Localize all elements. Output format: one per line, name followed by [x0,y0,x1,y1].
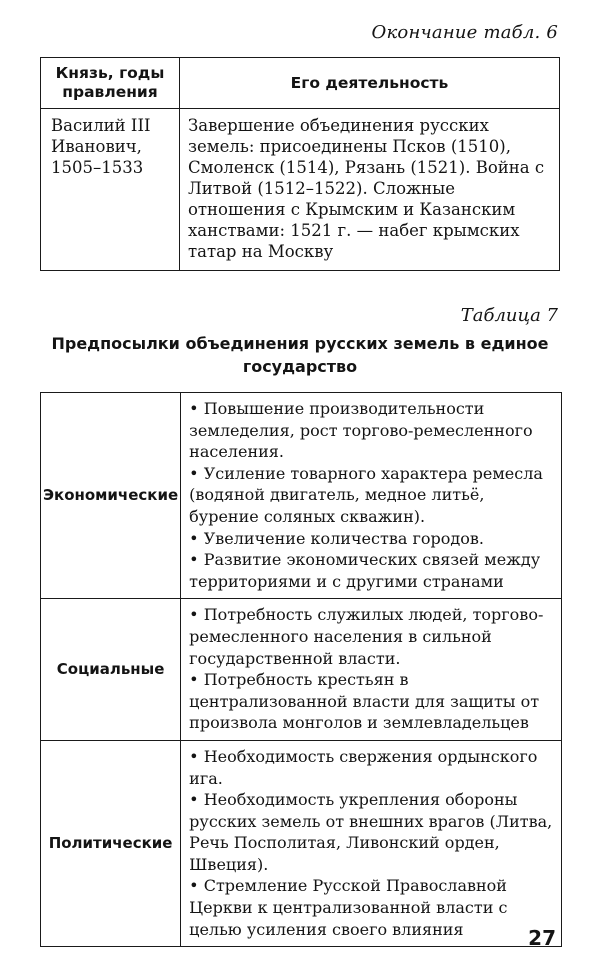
table-row-social [41,599,562,741]
table7-caption: Таблица 7 [460,305,558,326]
list-item: • Развитие экономических связей между территориями и с другими странами [189,550,541,591]
items-political [181,740,562,946]
prerequisites-table [40,392,562,947]
page-number: 27 [528,926,556,950]
list-item: • Стремление Русской Православной Церкви к централизованной власти с целью усиления своего влияния [189,876,508,939]
category-political: Политические [41,740,181,946]
table-row [41,109,560,271]
list-item: • Повышение производительности земледелия, рост торгово-ремесленного населения. [189,399,533,462]
list-item: • Усиление товарного характера ремесла (водяной двигатель, медное литьё, бурение соляных скважин). [189,463,543,526]
header-activity: Его деятельность [180,58,560,109]
items-social [181,599,562,741]
activity-cell: Завершение объединения русских земель: присоединены Псков (1510), Смоленск (1514), Рязань (1521). Война с Литвой (1512–1522). Сложные отношения с Крымским и Казанским ханствами: 1521 г. — набег крымских татар на Москву [180,109,560,271]
category-economic: Экономические [41,393,181,599]
header-prince: Князь, годы правления [41,58,180,109]
category-social: Социальные [41,599,181,741]
table-row-economic [41,393,562,599]
table7-title: Предпосылки объединения русских земель в единое государство [51,334,549,376]
items-economic [181,393,562,599]
list-item: • Потребность служилых людей, торгово-ремесленного населения в сильной государственной власти. [189,605,544,668]
princes-table [40,57,560,271]
list-item: • Необходимость укрепления обороны русских земель от внешних врагов (Литва, Речь Посполитая, Ливонский орден, Швеция). [189,790,553,874]
princes-table-header-row [41,58,560,109]
list-item: • Необходимость свержения ордынского ига. [189,746,538,788]
list-item: • Увеличение количества городов. [189,528,484,548]
table-row-political [41,740,562,946]
prince-cell: Василий III Иванович, 1505–1533 [41,109,180,271]
list-item: • Потребность крестьян в централизованной власти для защиты от произвола монголов и землевладельцев [189,670,540,733]
table6-continuation-caption: Окончание табл. 6 [371,22,558,43]
